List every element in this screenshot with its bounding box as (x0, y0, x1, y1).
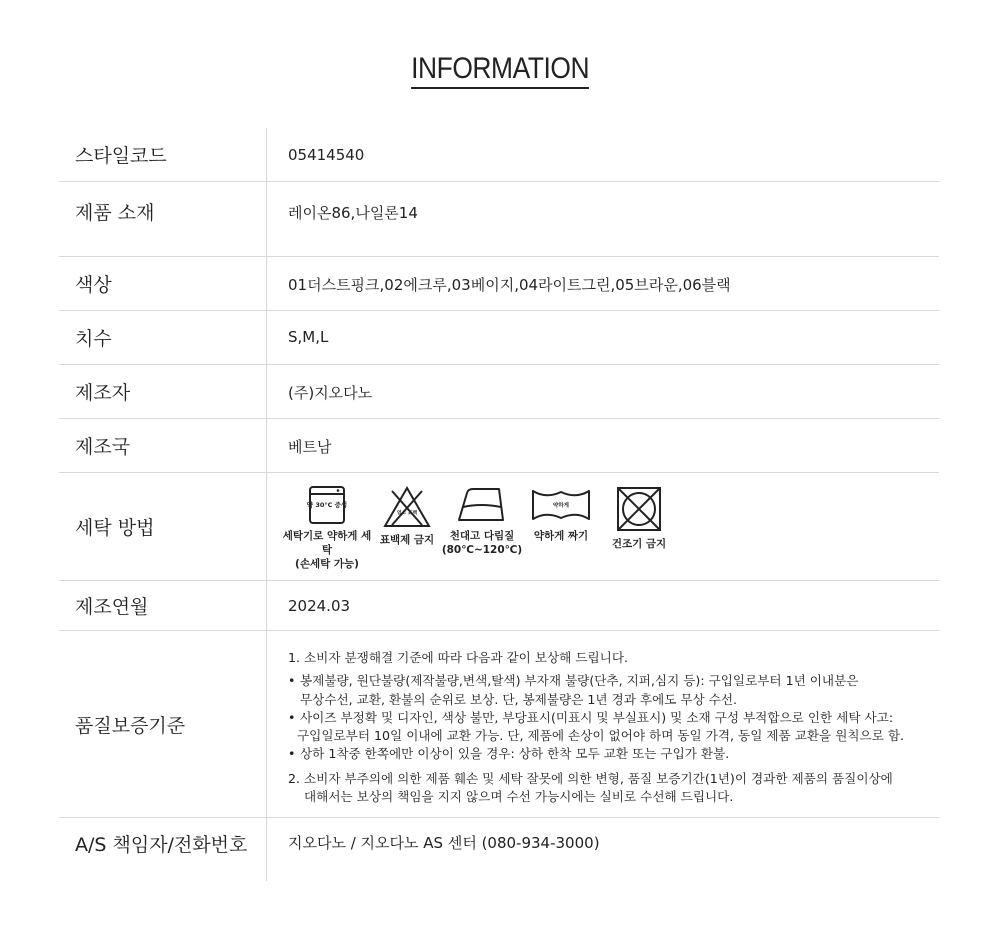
no-tumble-dry-icon (615, 485, 663, 533)
value-color: 01더스트핑크,02에크루,03베이지,04라이트그린,05브라운,06블랙 (288, 276, 731, 294)
wash-label-iron: 천대고 다림질 (449, 530, 515, 542)
quality-item-1-text: 소비자 분쟁해결 기준에 따라 다음과 같이 보상해 드립니다. (304, 650, 628, 665)
row-quality (59, 631, 939, 818)
row-size (59, 311, 939, 365)
quality-item-1-number: 1. (288, 650, 301, 665)
quality-bullet (288, 672, 938, 709)
label-quality: 품질보증기준 (59, 631, 267, 817)
row-as (59, 818, 939, 881)
label-date: 제조연월 (59, 581, 267, 630)
wash-label-wring: 약하게 짜기 (533, 530, 589, 542)
quality-item-2-line1: 소비자 부주의에 의한 제품 훼손 및 세탁 잘못에 의한 변형, 품질 보증기간(1년)이 경과한 제품의 품질이상에 (304, 770, 893, 786)
quality-bullet-2-line1: 사이즈 부정확 및 디자인, 색상 불만, 부당표시(미표시 및 부실표시) 및 소재 구성 부적합으로 인한 세탁 사고: (300, 709, 894, 725)
quality-item-1 (288, 649, 938, 667)
label-size: 치수 (59, 311, 267, 364)
svg-text:약 30°C 중성: 약 30°C 중성 (307, 501, 347, 509)
wash-sublabel-gentle: (손세탁 가능) (295, 558, 359, 570)
quality-bullet (288, 745, 938, 763)
label-as: A/S 책임자/전화번호 (59, 818, 267, 881)
bullet-dot: • (288, 709, 296, 725)
row-color (59, 257, 939, 311)
wash-label-gentle: 세탁기로 약하게 세탁 (282, 530, 372, 556)
quality-item-2 (288, 770, 938, 807)
gentle-wash-icon (307, 485, 347, 525)
iron-icon (455, 485, 509, 525)
quality-bullet-3-line1: 상하 1착중 한쪽에만 이상이 있을 경우: 상하 한착 모두 교환 또는 구입가 환불. (300, 746, 730, 762)
gentle-wring-icon (530, 485, 592, 525)
label-maker: 제조자 (59, 365, 267, 418)
row-date (59, 581, 939, 631)
value-size: S,M,L (288, 328, 329, 346)
quality-bullet-1-line2: 무상수선, 교환, 환불의 순위로 보상. 단, 봉제불량은 1년 경과 후에도 무상 수선. (300, 691, 738, 707)
wash-item-wring (522, 485, 600, 571)
value-material: 레이온86,나일론14 (288, 204, 418, 222)
wash-item-dryer (600, 485, 678, 571)
label-material: 제품 소재 (59, 182, 267, 256)
value-country: 베트남 (288, 438, 332, 456)
row-country (59, 419, 939, 473)
quality-bullet-2-line2: 구입일로부터 10일 이내에 교환 가능. 단, 제품에 손상이 없어야 하며 동일 가격, 동일 제품 교환을 원칙으로 함. (297, 728, 905, 744)
quality-bullet-1-line1: 봉제불량, 원단불량(제작불량,변색,탈색) 부자재 불량(단추, 지퍼,심지 등): 구입일로부터 1년 이내분은 (300, 673, 859, 689)
svg-text:염소 표백: 염소 표백 (396, 511, 418, 516)
row-wash (59, 473, 939, 581)
quality-bullet (288, 709, 938, 746)
no-bleach-icon (382, 485, 432, 529)
value-style-code: 05414540 (288, 146, 365, 164)
quality-item-2-line2: 대해서는 보상의 책임을 지지 않으며 수선 가능시에는 실비로 수선해 드립니다. (304, 789, 734, 805)
page-title-wrap (0, 52, 1000, 89)
quality-text (288, 649, 938, 806)
wash-item-bleach (372, 485, 442, 571)
wash-label-dryer: 건조기 금지 (611, 538, 667, 550)
bullet-dot: • (288, 673, 296, 689)
information-table (59, 128, 939, 881)
wash-label-bleach: 표백제 금지 (379, 534, 435, 546)
wash-sublabel-iron: (80℃~120℃) (441, 544, 523, 556)
label-color: 색상 (59, 257, 267, 310)
wash-item-iron (442, 485, 522, 571)
row-material (59, 182, 939, 257)
page-title: INFORMATION (411, 52, 589, 89)
bullet-dot: • (288, 746, 296, 762)
label-wash: 세탁 방법 (59, 473, 267, 580)
value-date: 2024.03 (288, 597, 351, 615)
svg-text:약하게: 약하게 (553, 503, 569, 509)
quality-item-2-number: 2. (288, 770, 301, 786)
wash-item-gentle (282, 485, 372, 571)
value-maker: (주)지오다노 (288, 384, 373, 402)
row-maker (59, 365, 939, 419)
label-style-code: 스타일코드 (59, 128, 267, 181)
value-as: 지오다노 / 지오다노 AS 센터 (080-934-3000) (288, 834, 600, 852)
row-style-code (59, 128, 939, 182)
label-country: 제조국 (59, 419, 267, 472)
wash-icons (282, 485, 678, 571)
